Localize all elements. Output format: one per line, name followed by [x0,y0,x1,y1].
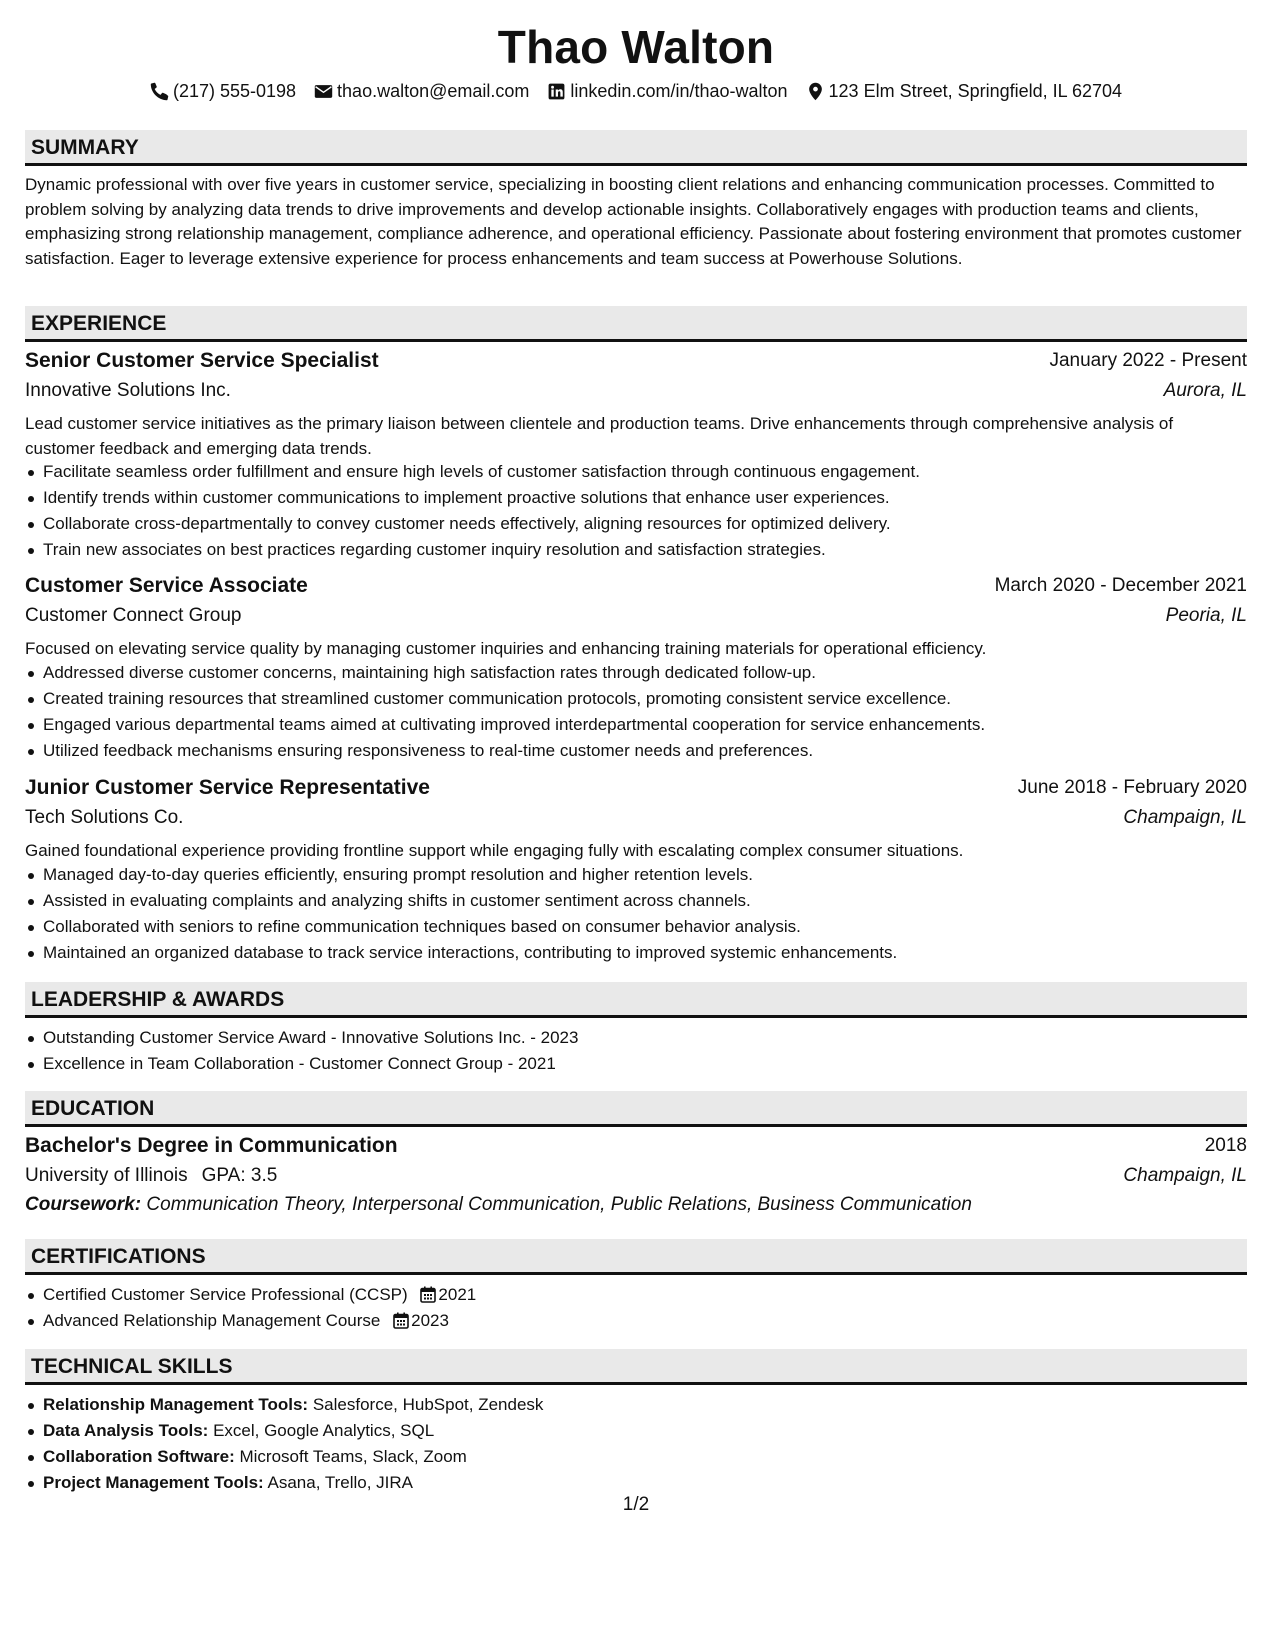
linkedin-text[interactable]: linkedin.com/in/thao-walton [570,80,788,101]
skill-value: Excel, Google Analytics, SQL [213,1421,435,1440]
skill-value: Microsoft Teams, Slack, Zoom [239,1447,467,1466]
school-location: Champaign, IL [1123,1165,1247,1186]
degree-title: Bachelor's Degree in Communication [25,1134,398,1157]
section-title: EDUCATION [31,1097,155,1120]
job-bullets [25,660,1247,764]
awards-list [25,1025,1247,1077]
calendar-icon [420,1286,436,1303]
section-header-experience [25,306,1247,342]
candidate-name: Thao Walton [497,21,775,73]
list-item: Created training resources that streamlined customer communication protocols, promoting consistent service excellence. [25,686,1247,712]
section-header-education [25,1091,1247,1127]
summary-text: Dynamic professional with over five years in customer service, specializing in boosting client relations and enhancing communication processes. Committed to problem solving by analyzing data trends to drive improvements and develop actionable insights. Collaboratively engages with production teams and clients, emphasizing strong relationship management, compliance adherence, and operational efficiency. Passionate about fostering environment that promotes customer satisfaction. Eager to leverage extensive experience for process enhancements and team success at Powerhouse Solutions. [25,175,1242,268]
skill-label: Data Analysis Tools: [43,1421,209,1440]
list-item [25,1444,1247,1470]
job-org [25,380,1247,406]
section-header-leadership [25,982,1247,1018]
job-org [25,807,1247,833]
gpa: GPA: 3.5 [201,1165,278,1186]
list-item: Excellence in Team Collaboration - Customer Connect Group - 2021 [25,1051,1247,1077]
list-item: Collaborate cross-departmentally to convey customer needs effectively, aligning resources for optimized delivery. [25,511,1247,537]
job-location: Aurora, IL [1163,380,1247,401]
calendar-icon [393,1312,409,1329]
list-item: Addressed diverse customer concerns, maintaining high satisfaction rates through dedicated follow-up. [25,660,1247,686]
job-description: Focused on elevating service quality by managing customer inquiries and enhancing training materials for operational efficiency. [25,639,987,658]
section-title: EXPERIENCE [31,312,167,335]
certification-name: Advanced Relationship Management Course [43,1311,381,1330]
certifications-list [25,1282,1247,1334]
company-name: Tech Solutions Co. [25,807,184,828]
school-name-gpa [25,1165,277,1187]
skill-label: Relationship Management Tools: [43,1395,309,1414]
section-title: LEADERSHIP & AWARDS [31,988,285,1011]
job-dates: March 2020 - December 2021 [994,575,1247,596]
contact-linkedin[interactable] [547,81,787,102]
section-header-certifications [25,1239,1247,1275]
list-item: Utilized feedback mechanisms ensuring responsiveness to real-time customer needs and preferences. [25,738,1247,764]
job-header [25,574,1247,602]
list-item [25,1308,1247,1334]
skill-value: Salesforce, HubSpot, Zendesk [312,1395,544,1414]
contact-bar [25,78,1247,104]
job-bullets [25,862,1247,966]
phone-icon [150,82,169,101]
school-name: University of Illinois [25,1165,188,1186]
envelope-icon [314,82,333,101]
skills-list [25,1392,1247,1496]
coursework [25,1194,972,1216]
linkedin-icon [547,82,566,101]
job-org [25,605,1247,631]
page-number: 1/2 [622,1494,650,1515]
list-item: Maintained an organized database to track service interactions, contributing to improved systemic enhancements. [25,940,1247,966]
contact-phone [150,81,296,102]
list-item: Assisted in evaluating complaints and analyzing shifts in customer sentiment across channels. [25,888,1247,914]
skill-label: Collaboration Software: [43,1447,235,1466]
list-item: Collaborated with seniors to refine communication techniques based on consumer behavior analysis. [25,914,1247,940]
skill-label: Project Management Tools: [43,1473,264,1492]
contact-email[interactable] [314,81,529,102]
job-location: Peoria, IL [1165,605,1247,626]
address-text: 123 Elm Street, Springfield, IL 62704 [828,80,1123,101]
certification-year: 2023 [411,1311,449,1330]
job-bullets [25,459,1247,563]
resume-page [25,0,1247,1650]
list-item: Outstanding Customer Service Award - Innovative Solutions Inc. - 2023 [25,1025,1247,1051]
list-item: Managed day-to-day queries efficiently, ensuring prompt resolution and higher retention levels. [25,862,1247,888]
email-text[interactable]: thao.walton@email.com [337,80,530,101]
graduation-year: 2018 [1204,1135,1247,1156]
section-title: TECHNICAL SKILLS [31,1355,233,1378]
list-item [25,1470,1247,1496]
list-item [25,1418,1247,1444]
list-item [25,1282,1247,1308]
job-title: Senior Customer Service Specialist [25,349,379,372]
map-pin-icon [806,82,825,101]
list-item: Facilitate seamless order fulfillment and ensure high levels of customer satisfaction through continuous engagement. [25,459,1247,485]
certification-year: 2021 [438,1285,477,1304]
education-org [25,1165,1247,1191]
contact-address [806,81,1123,102]
coursework-list: Communication Theory, Interpersonal Communication, Public Relations, Business Communication [146,1194,972,1215]
education-header [25,1134,1247,1162]
phone-text: (217) 555-0198 [172,80,297,101]
certification-name: Certified Customer Service Professional (CCSP) [43,1285,408,1304]
job-dates: January 2022 - Present [1049,350,1247,371]
job-location: Champaign, IL [1123,807,1247,828]
skill-value: Asana, Trello, JIRA [267,1473,414,1492]
section-header-skills [25,1349,1247,1385]
section-header-summary [25,130,1247,166]
section-title: CERTIFICATIONS [31,1245,206,1268]
list-item: Identify trends within customer communications to implement proactive solutions that enhance user experiences. [25,485,1247,511]
list-item [25,1392,1247,1418]
job-header [25,776,1247,804]
list-item: Engaged various departmental teams aimed at cultivating improved interdepartmental cooperation for service enhancements. [25,712,1247,738]
job-dates: June 2018 - February 2020 [1017,777,1247,798]
company-name: Innovative Solutions Inc. [25,380,231,401]
job-header [25,349,1247,377]
section-title: SUMMARY [31,136,139,159]
job-title: Junior Customer Service Representative [25,776,430,799]
coursework-label: Coursework: [25,1194,142,1215]
company-name: Customer Connect Group [25,605,242,626]
job-title: Customer Service Associate [25,574,308,597]
job-description: Lead customer service initiatives as the primary liaison between clientele and production teams. Drive enhancements through comprehensive analysis of customer feedback and emerging data trends. [25,414,1174,458]
list-item: Train new associates on best practices regarding customer inquiry resolution and satisfaction strategies. [25,537,1247,563]
job-description: Gained foundational experience providing frontline support while engaging fully with escalating complex consumer situations. [25,841,964,860]
